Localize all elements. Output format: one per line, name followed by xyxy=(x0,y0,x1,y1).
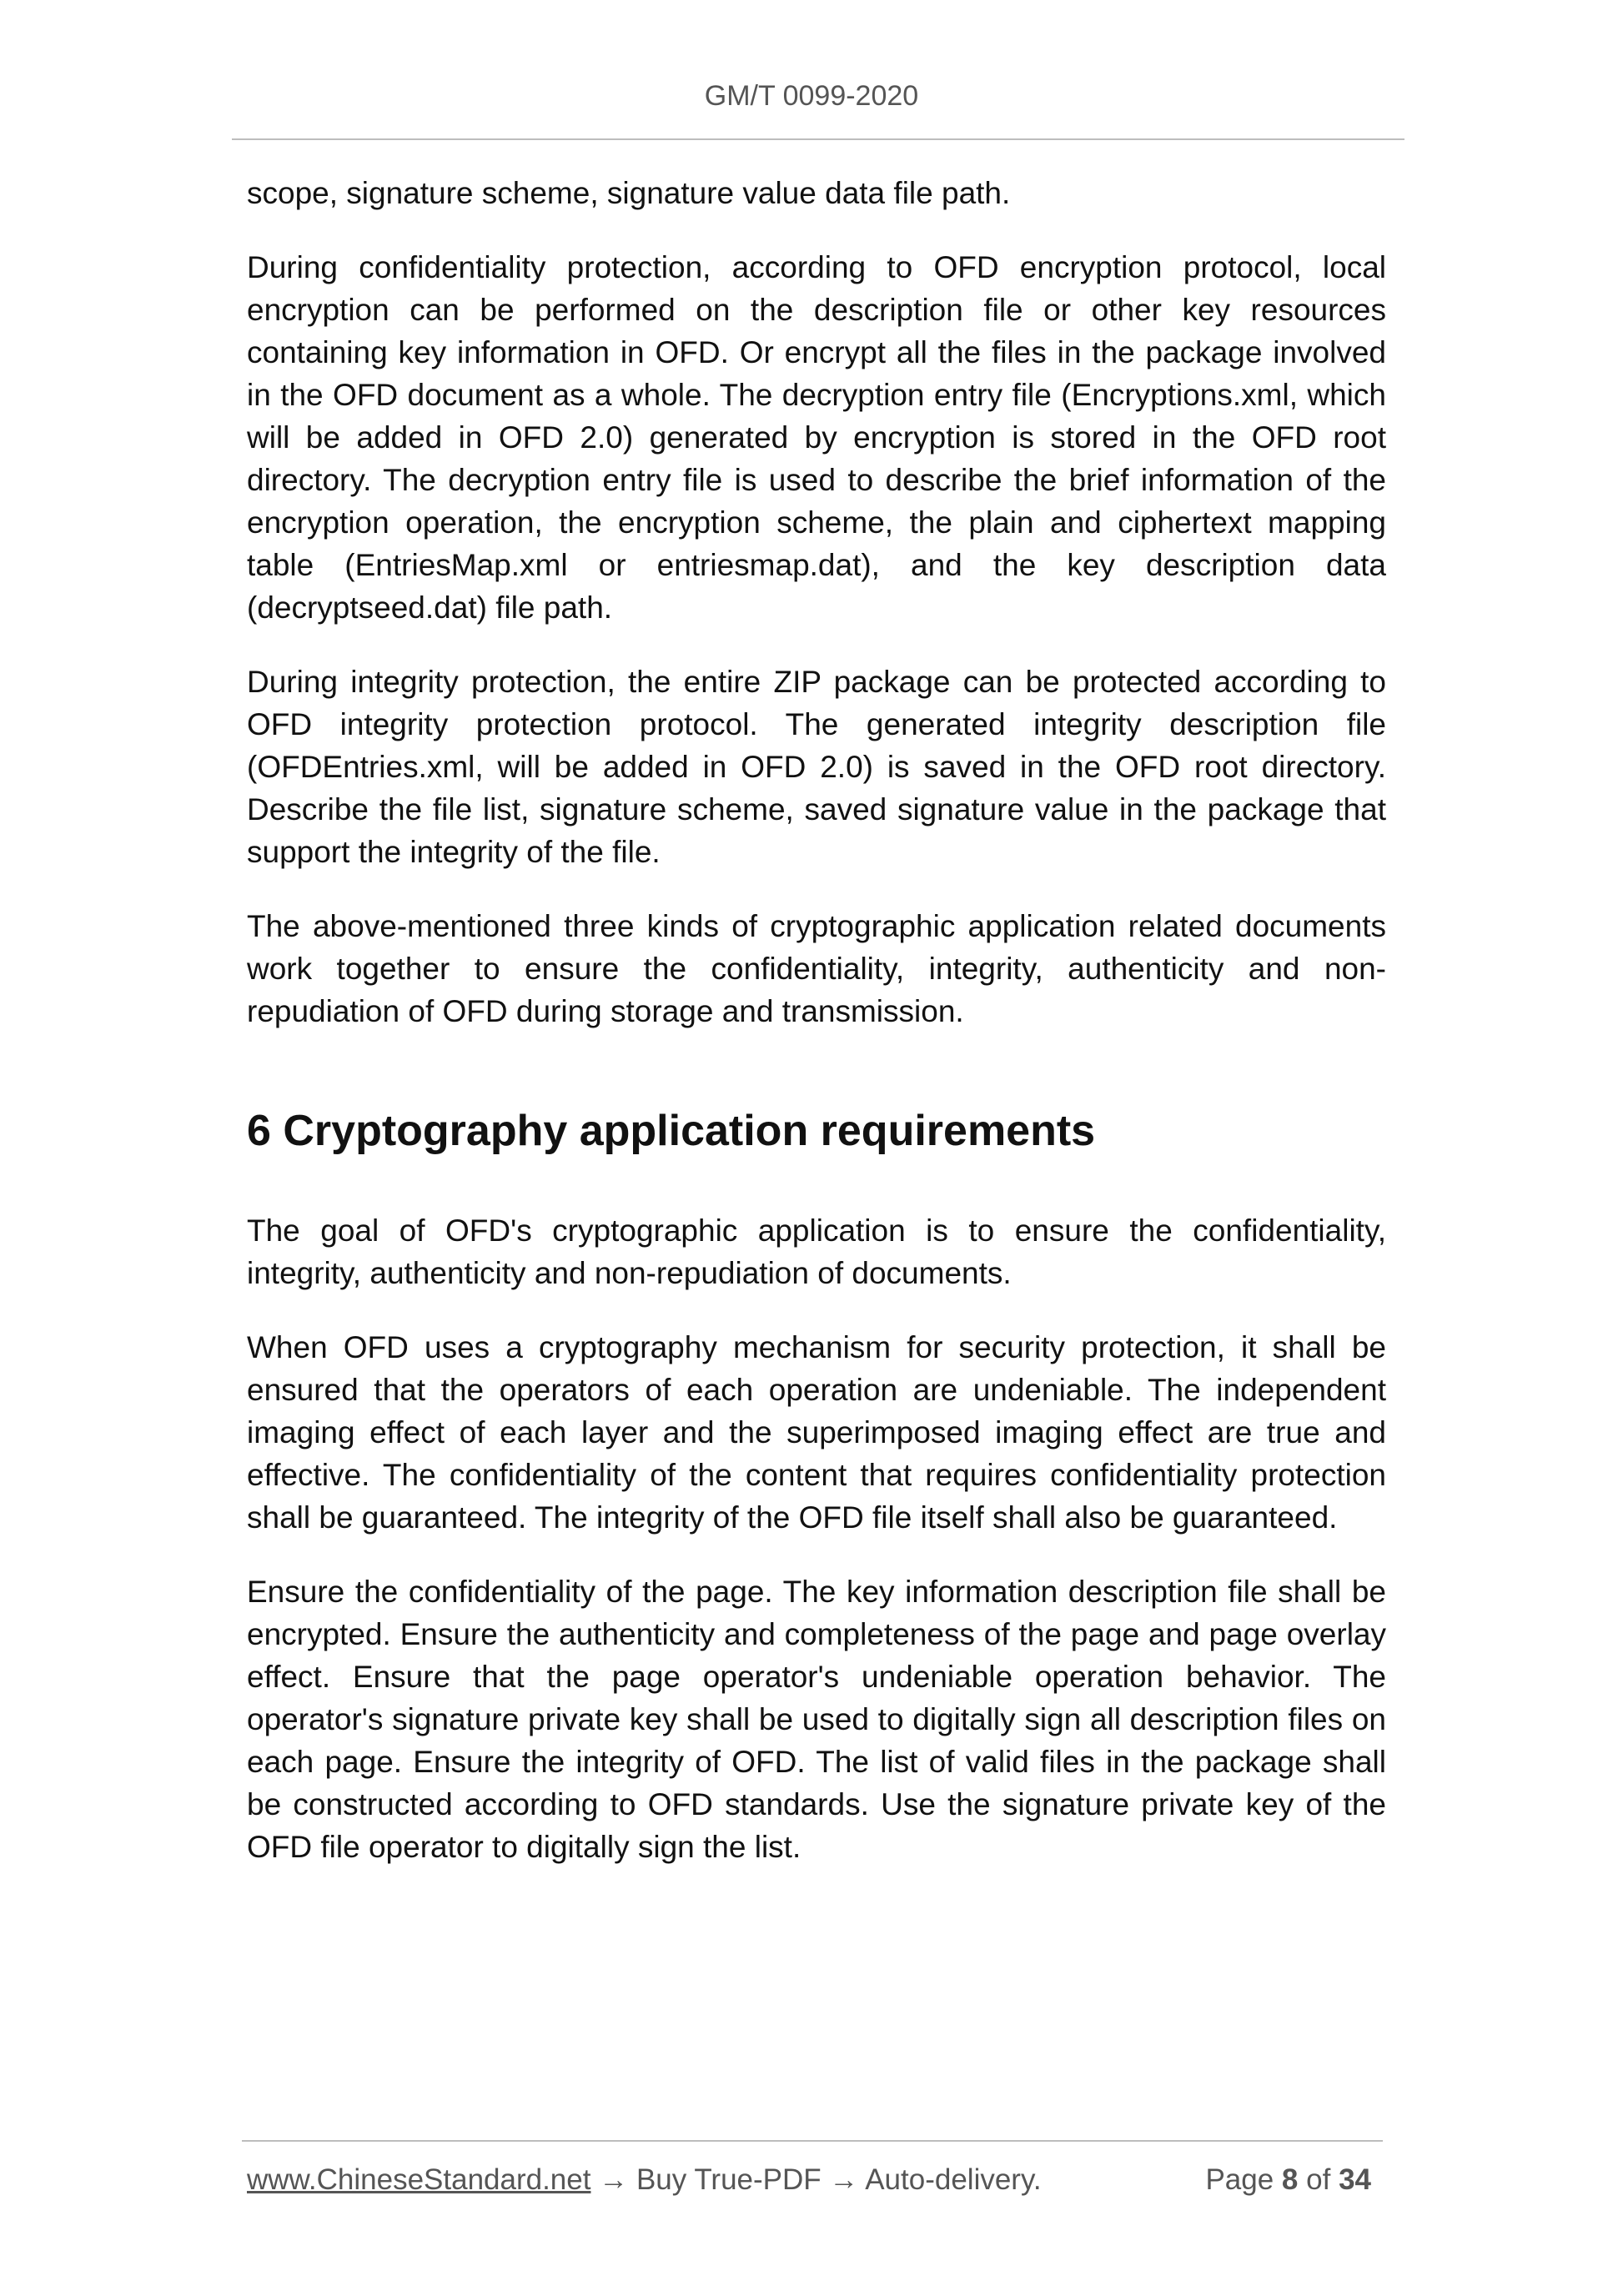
header-standard-code: GM/T 0099-2020 xyxy=(704,80,919,112)
paragraph-page-confidentiality: Ensure the confidentiality of the page. The key information description file shall be encrypted. Ensure the authenticity and completeness of the page and page overlay effect. Ensure that the page operator's undeniable operation behavior. The operator's signature private key shall be used to digitally sign all description files on each page. Ensure the integrity of OFD. The list of valid files in the package shall be constructed according to OFD standards. Use the signature private key of the OFD file operator to digitally sign the list. xyxy=(247,1575,1386,1864)
footer-divider xyxy=(242,2140,1383,2142)
page-label: Page xyxy=(1205,2163,1274,2196)
footer-promo xyxy=(247,2163,1042,2197)
paragraph-integrity-protection: During integrity protection, the entire ZIP package can be protected according to OFD integrity protection protocol. The generated integrity description file (OFDEntries.xml, will be added in OFD 2.0) is saved in the OFD root directory. Describe the file list, signature scheme, saved signature value in the package that support the integrity of the file. xyxy=(247,665,1386,869)
auto-delivery-text: Auto-delivery. xyxy=(865,2163,1042,2196)
paragraph-confidentiality-protection: During confidentiality protection, according to OFD encryption protocol, local encryption can be performed on the description file or other key resources containing key information in OFD. Or encrypt all the files in the package involved in the OFD document as a whole. The decryption entry file (Encryptions.xml, which will be added in OFD 2.0) generated by encryption is stored in the OFD root directory. The decryption entry file is used to describe the brief information of the encryption operation, the encryption scheme, the plain and ciphertext mapping table (EntriesMap.xml or entriesmap.dat), and the key description data (decryptseed.dat) file path. xyxy=(247,250,1386,625)
arrow-right-icon: → xyxy=(599,2163,629,2196)
current-page-number: 8 xyxy=(1281,2163,1299,2196)
section-heading: 6 Cryptography application requirements xyxy=(247,1107,1096,1155)
intro-fragment: scope, signature scheme, signature value data file path. xyxy=(247,176,1011,210)
paragraph-goal: The goal of OFD's cryptographic application is to ensure the confidentiality, integrity, authenticity and non-repudiation of documents. xyxy=(247,1213,1386,1290)
paragraph-combined-documents: The above-mentioned three kinds of cryptographic application related documents work together to ensure the confidentiality, integrity, authenticity and non-repudiation of OFD during storage and transmission. xyxy=(247,909,1386,1028)
chinesestandard-link[interactable]: www.ChineseStandard.net xyxy=(247,2163,591,2196)
page-indicator xyxy=(1205,2163,1371,2197)
document-body xyxy=(247,172,1386,1868)
total-pages-number: 34 xyxy=(1339,2163,1371,2196)
arrow-right-icon: → xyxy=(829,2163,859,2196)
of-label: of xyxy=(1306,2163,1331,2196)
header-divider xyxy=(232,138,1404,140)
buy-true-pdf-text: Buy True-PDF xyxy=(636,2163,822,2196)
paragraph-security-mechanism: When OFD uses a cryptography mechanism for security protection, it shall be ensured that the operators of each operation are undeniable. The independent imaging effect of each layer and the superimposed imaging effect are true and effective. The confidentiality of the content that requires confidentiality protection shall be guaranteed. The integrity of the OFD file itself shall also be guaranteed. xyxy=(247,1330,1386,1535)
page-footer xyxy=(247,2163,1378,2202)
